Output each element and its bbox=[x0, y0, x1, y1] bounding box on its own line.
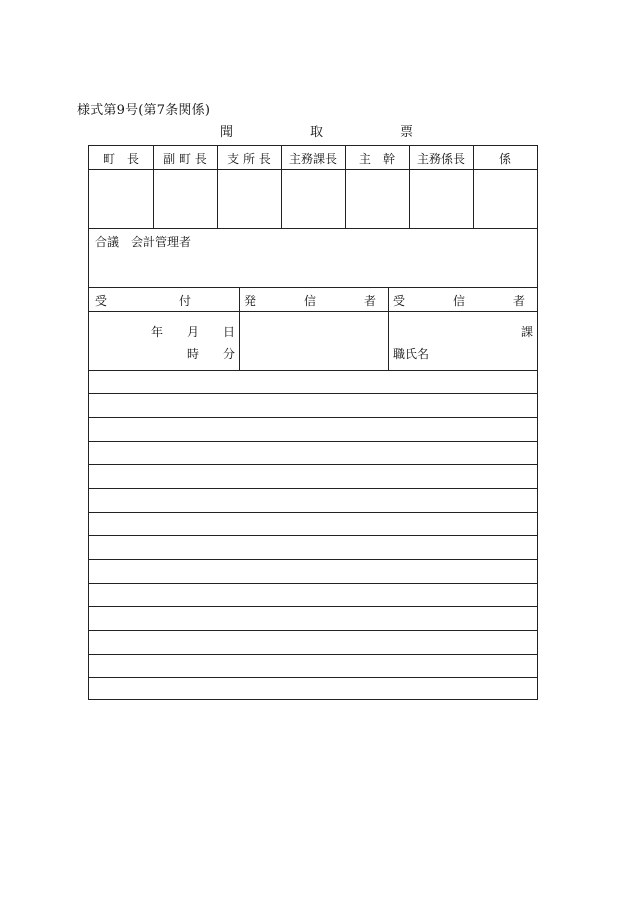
date-month: 月 bbox=[187, 325, 200, 339]
divider bbox=[89, 169, 537, 170]
ruled-line bbox=[89, 583, 537, 584]
ruled-line bbox=[89, 559, 537, 560]
ruled-line bbox=[89, 441, 537, 442]
ruled-line bbox=[89, 393, 537, 394]
header-unit-chief: 主務係長 bbox=[416, 152, 465, 166]
date-year: 年 bbox=[151, 325, 164, 339]
title-char: 票 bbox=[400, 125, 414, 140]
divider bbox=[89, 311, 537, 312]
header-deputy-mayor: 副 町 長 bbox=[163, 152, 207, 166]
header-branch-chief: 支 所 長 bbox=[227, 152, 271, 166]
divider bbox=[89, 228, 537, 229]
ruled-line bbox=[89, 630, 537, 631]
ruled-line bbox=[89, 535, 537, 536]
time-hour: 時 bbox=[187, 347, 200, 361]
receipt-label: 受 付 bbox=[95, 294, 192, 308]
date-day: 日 bbox=[223, 325, 236, 339]
ruled-line bbox=[89, 464, 537, 465]
header-director: 主 幹 bbox=[358, 152, 395, 166]
divider bbox=[89, 370, 537, 371]
form-title bbox=[220, 121, 414, 140]
ruled-line bbox=[89, 488, 537, 489]
time-minute: 分 bbox=[223, 347, 236, 361]
ruled-line bbox=[89, 654, 537, 655]
header-staff: 係 bbox=[498, 152, 511, 166]
ruled-line bbox=[89, 417, 537, 418]
title-char: 聞 bbox=[220, 125, 234, 140]
consultation-label: 合議 会計管理者 bbox=[95, 235, 192, 249]
divider bbox=[388, 287, 389, 370]
title-char: 取 bbox=[310, 125, 324, 140]
form-table bbox=[88, 145, 538, 700]
ruled-line bbox=[89, 606, 537, 607]
ruled-line bbox=[89, 512, 537, 513]
header-section-chief: 主務課長 bbox=[288, 152, 337, 166]
header-town-mayor: 町 長 bbox=[102, 152, 139, 166]
name-label: 職氏名 bbox=[393, 347, 430, 361]
divider bbox=[89, 287, 537, 288]
divider bbox=[239, 287, 240, 370]
form-label: 様式第9号(第7条関係) bbox=[77, 103, 211, 118]
ruled-line bbox=[89, 677, 537, 678]
receiver-label: 受 信 者 bbox=[393, 294, 526, 308]
department-label: 課 bbox=[521, 325, 534, 339]
sender-label: 発 信 者 bbox=[244, 294, 377, 308]
